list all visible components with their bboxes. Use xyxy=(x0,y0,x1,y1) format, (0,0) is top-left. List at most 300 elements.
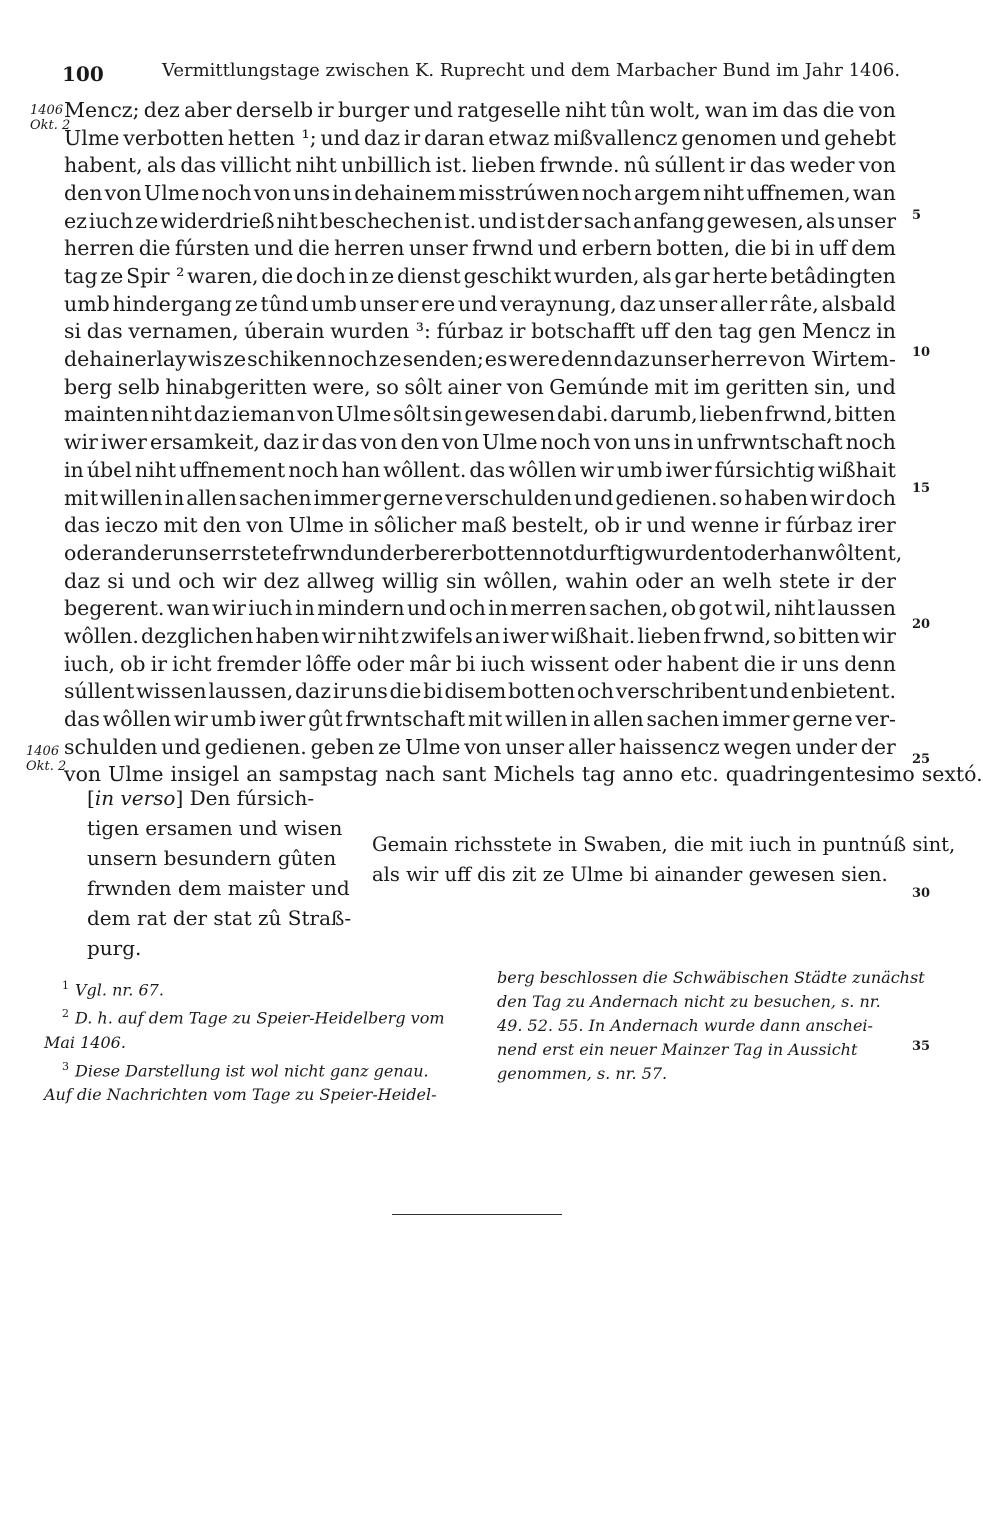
footnote xyxy=(44,1083,445,1107)
body-line xyxy=(64,734,896,762)
word: burger xyxy=(338,98,410,122)
word: in xyxy=(348,513,369,538)
word: unser xyxy=(658,291,718,316)
word: herre xyxy=(710,347,768,372)
line-number: 30 xyxy=(912,886,931,901)
word: och xyxy=(178,568,216,593)
word: daz xyxy=(262,430,300,455)
footnotes-left xyxy=(44,974,445,1107)
address-first-line: [in verso] Den fúrsich- xyxy=(87,786,315,810)
word: sin xyxy=(432,402,463,427)
word: uns xyxy=(633,430,671,455)
word: von xyxy=(296,402,335,427)
word: etwaz xyxy=(488,125,550,150)
footnote-text: berg beschlossen die Schwäbischen Städte zunächst xyxy=(497,968,925,987)
word: so xyxy=(376,374,399,399)
address-block xyxy=(87,783,351,963)
word: immer xyxy=(722,706,790,731)
footnote-marker: 3 xyxy=(62,1059,69,1073)
word: ob xyxy=(594,513,620,538)
word: und xyxy=(457,291,498,316)
word: in xyxy=(673,430,694,455)
word: von xyxy=(593,430,631,455)
word: der xyxy=(860,734,896,759)
word: aber xyxy=(184,98,232,122)
word: iwer xyxy=(100,430,147,455)
word: selb xyxy=(117,374,160,399)
word: uffnement xyxy=(179,457,286,482)
address-line: frwnden dem maister und xyxy=(87,876,350,900)
word: lôffe xyxy=(305,651,352,676)
word: dehainem xyxy=(354,181,457,206)
word: und xyxy=(749,679,789,704)
footnote-text: Mai 1406. xyxy=(44,1032,126,1052)
footnote xyxy=(62,1002,445,1030)
word: were, xyxy=(312,374,371,399)
word: ersamkeit, xyxy=(149,430,260,455)
word: wir xyxy=(64,430,98,455)
word: noch xyxy=(327,347,378,372)
word: sant xyxy=(442,762,487,787)
word: allweg xyxy=(306,568,375,593)
word: lieben xyxy=(637,623,702,648)
word: wurden ³: xyxy=(330,319,431,344)
word: wegen xyxy=(723,734,792,759)
word: iuch, xyxy=(64,651,115,676)
word: die xyxy=(389,679,422,704)
word: niht xyxy=(357,623,399,648)
word: oder xyxy=(356,651,405,676)
word: wôllent. xyxy=(383,457,467,482)
word: niht xyxy=(134,457,177,482)
word: den xyxy=(400,430,439,455)
word: argem xyxy=(634,181,701,206)
word: wir xyxy=(321,623,356,648)
word: ir xyxy=(403,125,421,150)
word: niht xyxy=(295,153,337,178)
word: wôllen, xyxy=(483,568,559,593)
word: maß xyxy=(461,513,507,538)
word: und xyxy=(161,734,201,759)
word: an xyxy=(689,568,716,593)
footnote xyxy=(44,1031,445,1055)
word: anfang xyxy=(633,208,705,233)
word: wißhait xyxy=(817,457,896,482)
word: daz xyxy=(64,568,101,593)
footnote-text: Auf die Nachrichten vom Tage zu Speier-Heidel- xyxy=(44,1084,437,1104)
footnote-marker: 2 xyxy=(62,1007,69,1021)
word: Mencz xyxy=(801,319,871,344)
word: unfrwntschaft xyxy=(696,430,843,455)
footnote-text: Diese Darstellung ist wol nicht ganz genau. xyxy=(75,1060,429,1080)
word: gût xyxy=(308,706,343,731)
word: frwnde. xyxy=(539,153,620,178)
word: derselb xyxy=(235,98,314,122)
line-number: 20 xyxy=(912,617,931,632)
word: anno xyxy=(622,762,674,787)
word: habent xyxy=(666,651,739,676)
word: gewesen, xyxy=(706,208,804,233)
word: Ulme xyxy=(108,762,164,787)
word: die xyxy=(734,236,767,261)
word: wir xyxy=(579,457,614,482)
word: es xyxy=(484,347,508,372)
word: in xyxy=(64,457,84,482)
word: sôlt xyxy=(404,374,442,399)
word: die xyxy=(138,236,171,261)
margin-date-day: Okt. 2 xyxy=(26,759,67,774)
word: daz xyxy=(619,291,656,316)
word: sôlicher xyxy=(373,513,457,538)
body-line xyxy=(64,651,896,679)
word: das xyxy=(64,513,100,538)
word: si xyxy=(107,568,125,593)
word: und xyxy=(406,596,447,621)
word: gerne xyxy=(382,485,444,510)
word: unbillich xyxy=(340,153,432,178)
word: willen xyxy=(505,706,568,731)
word: lieben xyxy=(471,153,536,178)
margin-date-year: 1406 xyxy=(30,103,64,118)
word: schulden xyxy=(64,734,158,759)
word: weder xyxy=(789,153,855,178)
address-line: unsern besundern gûten xyxy=(87,846,337,870)
footnote-text: nend erst ein neuer Mainzer Tag in Aussicht xyxy=(497,1040,858,1059)
footnote-marker: 1 xyxy=(62,979,69,992)
word: icht xyxy=(172,651,212,676)
word: von xyxy=(246,513,284,538)
line-number: 5 xyxy=(912,208,922,223)
word: dezglichen xyxy=(141,623,254,648)
word: in xyxy=(295,596,315,621)
word: dienst xyxy=(397,264,461,289)
word: von Wirtem- xyxy=(768,347,896,372)
word: dem xyxy=(851,236,896,261)
word: sextó. xyxy=(921,762,983,787)
word: insigel xyxy=(170,762,240,787)
word: wir xyxy=(173,706,208,731)
word: hinabgeritten xyxy=(165,374,308,399)
word: ieczo xyxy=(104,513,159,538)
word: in xyxy=(876,319,896,344)
word: och xyxy=(576,679,615,704)
word: widerdrieß xyxy=(160,208,275,233)
word: mainten xyxy=(64,402,149,427)
word: ze xyxy=(135,208,159,233)
word: denn xyxy=(560,347,613,372)
word: ir xyxy=(764,513,781,538)
word: han xyxy=(778,540,818,565)
word: hindergang xyxy=(112,291,233,316)
body-line xyxy=(64,623,896,651)
word: haissencz xyxy=(619,734,720,759)
body-line xyxy=(64,595,896,623)
word: von xyxy=(104,181,142,206)
word: laussen xyxy=(817,596,896,621)
footnote-text: den Tag zu Andernach nicht zu besuchen, s. nr. xyxy=(497,992,881,1011)
word: daz xyxy=(613,347,650,372)
word: fúrbaz xyxy=(436,319,504,344)
word: allen xyxy=(593,706,644,731)
margin-date-day: Okt. 2 xyxy=(30,118,71,133)
body-line xyxy=(64,374,896,402)
margin-date-year: 1406 xyxy=(26,744,60,759)
word: dez xyxy=(263,568,300,593)
footnote xyxy=(62,974,445,1002)
word: oder xyxy=(614,651,662,676)
word: aller xyxy=(567,734,616,759)
word: waren, xyxy=(187,264,259,289)
word: botten xyxy=(471,540,539,565)
word: mißvallencz xyxy=(553,125,678,150)
word: unser xyxy=(837,208,896,233)
word: ainer xyxy=(447,374,502,399)
word: nach xyxy=(385,762,436,787)
word: ze xyxy=(378,734,402,759)
word: úbel xyxy=(86,457,132,482)
word: unser xyxy=(650,347,710,372)
word: betâdingten xyxy=(770,264,896,289)
body-line xyxy=(64,263,896,291)
word: verschribent xyxy=(615,679,748,704)
body-line xyxy=(64,706,896,734)
word: sachen xyxy=(646,706,720,731)
word: und xyxy=(573,485,614,510)
word: verbotten xyxy=(123,125,225,150)
word: im xyxy=(693,374,720,399)
word: stete xyxy=(778,568,831,593)
body-line xyxy=(64,180,896,208)
word: Ulme xyxy=(288,513,344,538)
word: frwntschaft xyxy=(345,706,466,731)
word: wôllen. xyxy=(64,623,139,648)
word: uff xyxy=(819,236,847,261)
body-line xyxy=(64,125,896,153)
word: frwnd, xyxy=(703,623,772,648)
word: súllent xyxy=(64,679,135,704)
word: wißhait. xyxy=(550,623,636,648)
word: under xyxy=(795,734,857,759)
word: von xyxy=(64,762,102,787)
word: frwnd xyxy=(472,236,534,261)
word: wôllen xyxy=(102,706,172,731)
word: tag xyxy=(581,762,616,787)
word: súllent xyxy=(654,153,725,178)
word: aller xyxy=(719,291,768,316)
body-line xyxy=(64,152,896,180)
word: doch xyxy=(295,264,347,289)
word: wan xyxy=(704,98,748,122)
word: sachen xyxy=(238,485,312,510)
body-line xyxy=(64,318,896,346)
word: noch xyxy=(288,457,339,482)
word: uffnemen, xyxy=(746,181,851,206)
sender-line: Gemain richsstete in Swaben, die mit iuch in puntnúß sint, xyxy=(372,833,956,856)
word: gehebt xyxy=(824,125,896,150)
word: verschulden xyxy=(445,485,573,510)
body-line xyxy=(64,291,896,319)
word: Ulme xyxy=(64,125,120,150)
word: wir xyxy=(862,623,896,648)
word: wôllen xyxy=(508,457,577,482)
word: wan xyxy=(166,596,210,621)
word: und xyxy=(478,208,518,233)
word: die xyxy=(261,264,294,289)
word: mit xyxy=(654,374,689,399)
word: daz xyxy=(363,125,400,150)
word: iwer xyxy=(665,457,712,482)
word: bi xyxy=(423,679,443,704)
word: der xyxy=(860,568,896,593)
body-line xyxy=(64,429,896,457)
word: unser xyxy=(408,236,468,261)
word: daran xyxy=(424,125,485,150)
word: fúrbaz xyxy=(785,513,853,538)
word: gar xyxy=(674,264,710,289)
word: notdurftig xyxy=(538,540,645,565)
word: immer xyxy=(313,485,381,510)
word: were xyxy=(508,347,561,372)
word: als xyxy=(805,208,836,233)
word: stete xyxy=(240,540,292,565)
word: das xyxy=(64,706,100,731)
word: mâr xyxy=(409,651,451,676)
word: von xyxy=(506,374,544,399)
word: frwnd, xyxy=(764,402,833,427)
word: an xyxy=(246,762,272,787)
word: ir xyxy=(780,651,798,676)
address-line: purg. xyxy=(87,936,142,960)
word: iuch xyxy=(480,651,526,676)
word: von xyxy=(464,734,502,759)
word: die xyxy=(743,651,776,676)
line-number: 15 xyxy=(912,481,931,496)
word: mindern xyxy=(317,596,405,621)
word: gen xyxy=(757,319,797,344)
word: in xyxy=(348,264,369,289)
in-verso-note: in verso xyxy=(94,786,176,810)
word: fremder xyxy=(216,651,301,676)
word: die xyxy=(822,98,855,122)
word: und xyxy=(780,125,821,150)
word: ir xyxy=(624,513,642,538)
word: erbern xyxy=(581,236,652,261)
word: geritten xyxy=(725,374,809,399)
body-line xyxy=(64,97,896,125)
word: ob xyxy=(670,596,697,621)
word: unser xyxy=(505,734,565,759)
word: denn xyxy=(844,651,896,676)
word: bitten xyxy=(798,623,860,648)
word: irer xyxy=(857,513,896,538)
running-head: Vermittlungstage zwischen K. Ruprecht und dem Marbacher Bund im Jahr 1406. xyxy=(162,60,901,81)
word: und xyxy=(537,236,578,261)
word: und xyxy=(646,513,686,538)
word: den xyxy=(202,513,242,538)
word: Ulme xyxy=(335,402,392,427)
word: han xyxy=(341,457,381,482)
word: wurdent xyxy=(644,540,732,565)
word: wir xyxy=(212,596,246,621)
word: sôlt xyxy=(392,402,431,427)
word: berg xyxy=(64,374,113,399)
word: disem xyxy=(444,679,507,704)
word: willig xyxy=(381,568,439,593)
footnote-text: Vgl. nr. 67. xyxy=(75,980,164,1000)
word: und xyxy=(413,98,454,122)
word: tûn xyxy=(610,98,646,122)
word: in xyxy=(570,706,591,731)
word: iuch xyxy=(88,208,134,233)
word: tag xyxy=(718,319,753,344)
word: wurden, xyxy=(554,264,640,289)
word: noch xyxy=(581,181,632,206)
word: wil, xyxy=(734,596,772,621)
line-number: 35 xyxy=(912,1039,931,1054)
word: wissent xyxy=(530,651,609,676)
word: merren xyxy=(510,596,587,621)
address-line: tigen ersamen und wisen xyxy=(87,816,343,840)
word: fúrsichtig xyxy=(714,457,815,482)
word: nû xyxy=(623,153,651,178)
word: ist xyxy=(519,208,545,233)
word: mit xyxy=(467,706,503,731)
word: willen xyxy=(100,485,163,510)
word: im xyxy=(752,98,779,122)
body-line xyxy=(64,540,903,568)
word: ratgeselle xyxy=(457,98,561,122)
word: geschikt xyxy=(463,264,552,289)
word: und xyxy=(353,540,393,565)
word: bestelt, xyxy=(511,513,590,538)
word: von xyxy=(858,153,896,178)
word: niht xyxy=(565,98,607,122)
word: beschechen xyxy=(319,208,443,233)
word: mit xyxy=(64,485,99,510)
word: an xyxy=(474,623,501,648)
word: noch xyxy=(845,430,896,455)
word: umb xyxy=(64,291,110,316)
word: das xyxy=(180,153,217,178)
word: hetten ¹; xyxy=(227,125,317,150)
word: in xyxy=(332,181,353,206)
body-line xyxy=(64,678,896,706)
word: ere xyxy=(421,291,456,316)
word: ir xyxy=(729,153,746,178)
word: niht xyxy=(276,208,318,233)
word: Ulme xyxy=(482,430,538,455)
word: sampstag xyxy=(278,762,379,787)
body-line xyxy=(64,346,896,374)
word: wahin xyxy=(565,568,629,593)
word: úberain xyxy=(244,319,325,344)
word: ir xyxy=(150,651,168,676)
word: ez xyxy=(64,208,87,233)
word: wissen xyxy=(136,679,207,704)
word: schiken xyxy=(247,347,327,372)
word: ob xyxy=(120,651,146,676)
word: dabi. xyxy=(556,402,609,427)
word: bi xyxy=(455,651,476,676)
word: ist. xyxy=(444,208,477,233)
word: das xyxy=(321,430,358,455)
footnote-text: genommen, s. nr. 57. xyxy=(497,1064,668,1083)
word: von xyxy=(253,181,292,206)
word: in xyxy=(794,236,815,261)
word: den xyxy=(674,319,713,344)
word: uff xyxy=(640,319,669,344)
word: wôltent, xyxy=(817,540,903,565)
